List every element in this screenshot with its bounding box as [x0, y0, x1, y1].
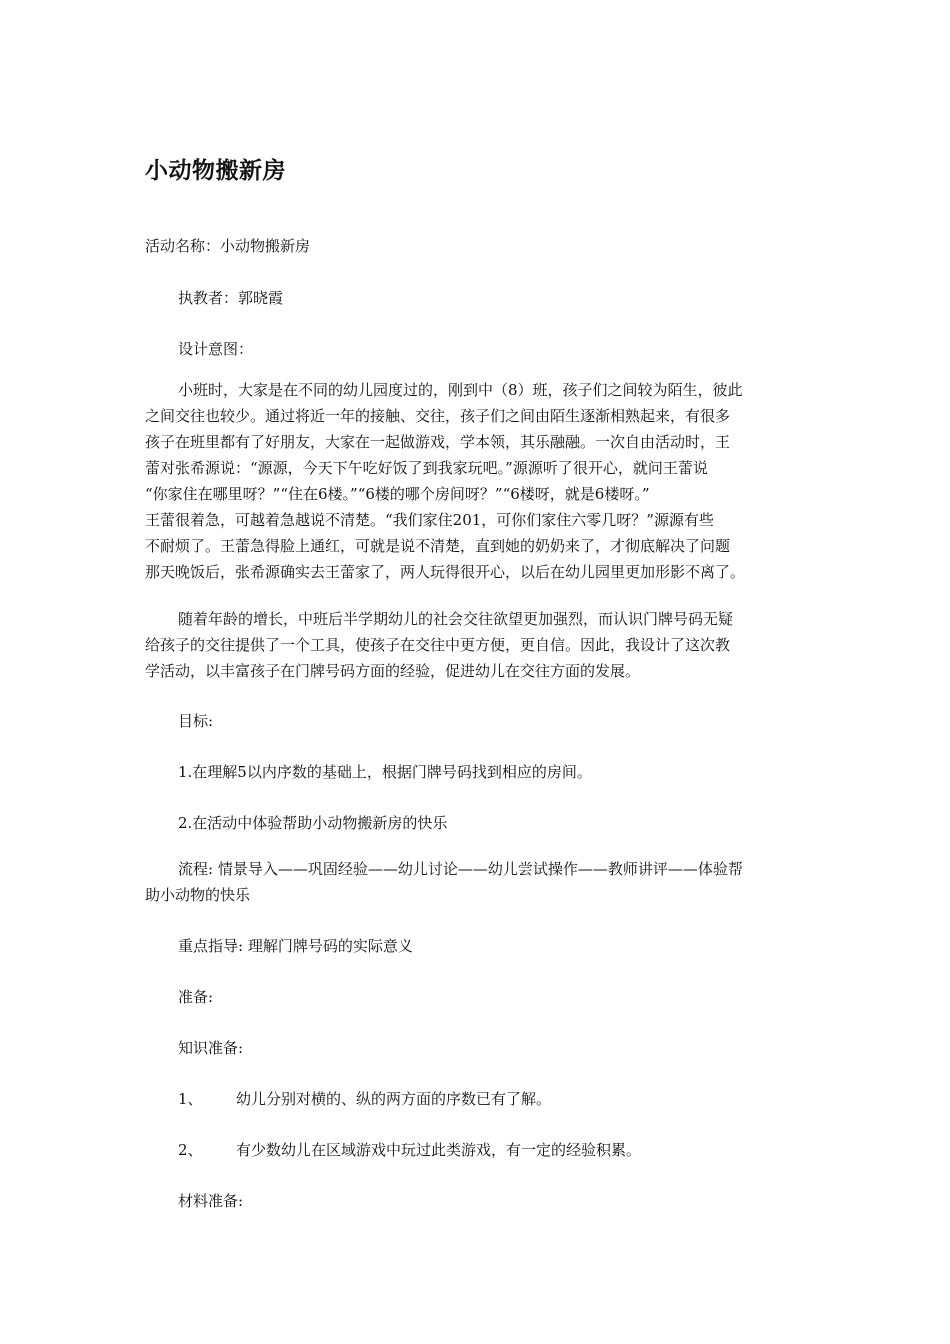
design-intent-heading: 设计意图：: [178, 340, 254, 358]
knowledge-prep-heading: 知识准备:: [178, 1039, 244, 1057]
material-prep-heading: 材料准备:: [178, 1192, 244, 1210]
list-text: 幼儿分别对横的、纵的两方面的序数已有了解。: [236, 1090, 552, 1108]
activity-name: 活动名称：小动物搬新房: [145, 237, 311, 255]
list-number: 2、: [178, 1141, 203, 1159]
paragraph-design-intent: [145, 377, 809, 585]
paragraph-line: 流程: 情景导入——巩固经验——幼儿讨论——幼儿尝试操作——教师讲评——体验帮: [178, 860, 743, 878]
paragraph-line: 随着年龄的增长，中班后半学期幼儿的社会交往欲望更加强烈，而认识门牌号码无疑: [178, 610, 734, 628]
document-title: 小动物搬新房: [145, 157, 286, 184]
list-text: 有少数幼儿在区域游戏中玩过此类游戏，有一定的经验积累。: [236, 1141, 642, 1159]
paragraph-line: 给孩子的交往提供了一个工具，使孩子在交往中更方便，更自信。因此，我设计了这次教: [145, 636, 731, 654]
teacher-line: 执教者：郭晓霞: [178, 289, 284, 307]
prep-list-item: [178, 1137, 809, 1163]
paragraph-line: 不耐烦了。王蕾急得脸上通红，可就是说不清楚，直到她的奶奶来了，才彻底解决了问题: [145, 537, 731, 555]
paragraph-line: “你家住在哪里呀？”“住在6楼。”“6楼的哪个房间呀？”“6楼呀，就是6楼呀。”: [145, 485, 650, 503]
paragraph-line: 之间交往也较少。通过将近一年的接触、交往，孩子们之间由陌生逐渐相熟起来，有很多: [145, 407, 731, 425]
flow-paragraph: [145, 856, 809, 908]
paragraph-line: 助小动物的快乐: [145, 886, 251, 904]
paragraph-line: 学活动，以丰富孩子在门牌号码方面的经验，促进幼儿在交往方面的发展。: [145, 662, 641, 680]
paragraph-growth: [145, 606, 809, 684]
paragraph-line: 王蕾很着急，可越着急越说不清楚。“我们家住201，可你们家住六零几呀？”源源有些: [145, 511, 714, 529]
key-guidance: 重点指导: 理解门牌号码的实际意义: [178, 937, 413, 955]
goal-item-1: 1.在理解5以内序数的基础上，根据门牌号码找到相应的房间。: [178, 763, 592, 781]
paragraph-line: 孩子在班里都有了好朋友，大家在一起做游戏，学本领，其乐融融。一次自由活动时，王: [145, 433, 731, 451]
paragraph-line: 那天晚饭后，张希源确实去王蕾家了，两人玩得很开心，以后在幼儿园里更加形影不离了。: [145, 563, 746, 581]
prep-list-item: [178, 1086, 809, 1112]
goals-heading: 目标:: [178, 712, 214, 730]
preparation-heading: 准备:: [178, 988, 214, 1006]
paragraph-line: 蕾对张希源说：“源源，今天下午吃好饭了到我家玩吧。”源源听了很开心，就问王蕾说: [145, 459, 708, 477]
list-number: 1、: [178, 1090, 203, 1108]
goal-item-2: 2.在活动中体验帮助小动物搬新房的快乐: [178, 814, 448, 832]
paragraph-line: 小班时，大家是在不同的幼儿园度过的，刚到中（8）班，孩子们之间较为陌生，彼此: [178, 381, 743, 399]
